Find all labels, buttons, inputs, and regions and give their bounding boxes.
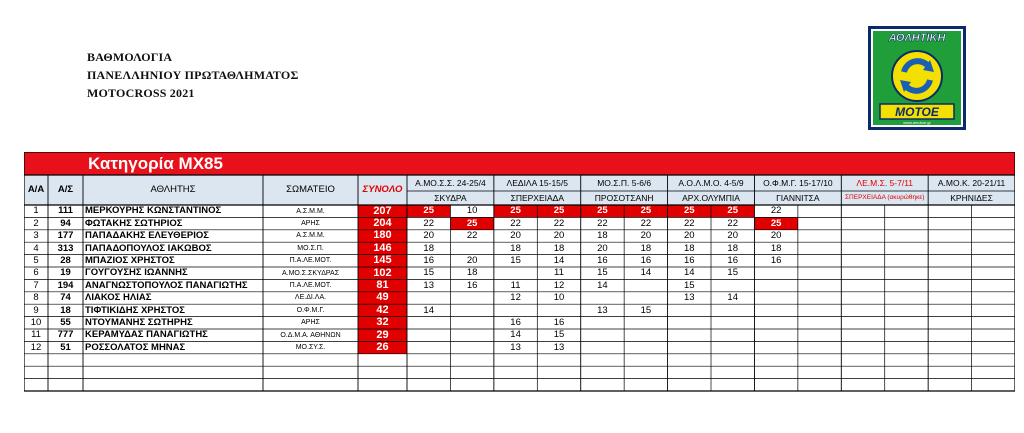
row-score: 18 bbox=[423, 242, 434, 254]
row-score: 20 bbox=[510, 230, 521, 242]
row-score bbox=[798, 329, 841, 341]
row-score: 25 bbox=[597, 205, 608, 217]
row-score bbox=[972, 304, 1015, 316]
row-club: Α.Σ.Μ.Μ. bbox=[296, 232, 325, 240]
row-score bbox=[754, 304, 797, 316]
row-number: 111 bbox=[58, 205, 73, 217]
row-score: 16 bbox=[553, 317, 565, 329]
row-athlete: ΤΙΦΤΙΚΙΔΗΣ ΧΡΗΣΤΟΣ bbox=[85, 304, 185, 316]
row-athlete: ΡΟΣΣΟΛΑΤΟΣ ΜΗΝΑΣ bbox=[85, 341, 186, 353]
row-score: 13 bbox=[553, 341, 565, 353]
row-score bbox=[450, 242, 493, 254]
row-score: 14 bbox=[640, 267, 652, 279]
row-score: 22 bbox=[466, 230, 478, 242]
row-score: 20 bbox=[727, 230, 738, 242]
row-score bbox=[928, 292, 971, 304]
header-line-1: ΒΑΘΜΟΛΟΓΙΑ bbox=[87, 50, 173, 64]
event-organizer-3: ΜΟ.Σ.Π. 5-6/6 bbox=[597, 177, 652, 188]
row-athlete: ΛΙΑΚΟΣ ΗΛΙΑΣ bbox=[85, 292, 152, 304]
row-rank: 12 bbox=[30, 341, 42, 353]
row-score bbox=[972, 230, 1015, 242]
row-score bbox=[928, 267, 971, 279]
row-score bbox=[885, 279, 928, 291]
row-score bbox=[798, 292, 841, 304]
row-total: 146 bbox=[373, 242, 392, 254]
row-club: Ο.Φ.Μ.Γ. bbox=[296, 306, 325, 314]
row-rank: 4 bbox=[33, 242, 39, 254]
row-score bbox=[885, 292, 928, 304]
row-score bbox=[841, 329, 884, 341]
row-score: 16 bbox=[640, 255, 652, 267]
row-score bbox=[711, 304, 754, 316]
document-header bbox=[87, 48, 299, 102]
category-title: Κατηγορία MX85 bbox=[88, 154, 223, 173]
row-rank: 2 bbox=[33, 217, 39, 229]
row-total: 32 bbox=[376, 316, 389, 329]
col-header-rank: Α/Α bbox=[27, 184, 45, 196]
row-score bbox=[711, 317, 754, 329]
row-score bbox=[754, 292, 797, 304]
row-score: 10 bbox=[466, 205, 478, 217]
row-score: 13 bbox=[510, 341, 521, 353]
row-score bbox=[928, 341, 971, 353]
row-club: ΛΕ.ΔΙ.ΛΑ. bbox=[294, 294, 327, 302]
row-score bbox=[928, 304, 971, 316]
row-score bbox=[711, 341, 754, 353]
row-score bbox=[624, 341, 667, 353]
row-score bbox=[928, 242, 971, 254]
row-score: 13 bbox=[684, 292, 695, 304]
row-number: 313 bbox=[57, 242, 74, 254]
row-score bbox=[581, 341, 624, 353]
row-number: 18 bbox=[60, 304, 71, 316]
row-score bbox=[407, 341, 450, 353]
row-score: 25 bbox=[640, 205, 652, 217]
row-score: 22 bbox=[770, 205, 782, 217]
row-score bbox=[885, 205, 928, 217]
row-rank: 10 bbox=[30, 317, 42, 329]
row-athlete: ΑΝΑΓΝΩΣΤΟΠΟΥΛΟΣ ΠΑΝΑΓΙΩΤΗΣ bbox=[85, 279, 248, 291]
row-score: 16 bbox=[684, 255, 695, 267]
col-header-total: ΣΥΝΟΛΟ bbox=[362, 184, 403, 196]
row-score: 15 bbox=[510, 255, 521, 267]
event-venue-5: ΓΙΑΝΝΙΤΣΑ bbox=[776, 192, 820, 203]
row-rank: 9 bbox=[33, 304, 39, 316]
row-score: 25 bbox=[510, 205, 521, 217]
row-score: 20 bbox=[423, 230, 434, 242]
row-score bbox=[711, 279, 754, 291]
row-score bbox=[885, 242, 928, 254]
row-score: 14 bbox=[597, 279, 608, 291]
row-total: 102 bbox=[373, 267, 392, 279]
row-score bbox=[885, 341, 928, 353]
row-score: 14 bbox=[684, 267, 695, 279]
event-venue-7: ΚΡΗΝΙΔΕΣ bbox=[950, 192, 993, 203]
row-score bbox=[798, 279, 841, 291]
row-score: 20 bbox=[640, 230, 652, 242]
row-total: 204 bbox=[373, 217, 392, 230]
row-club: Π.Α.ΛΕ.ΜΟΤ. bbox=[289, 257, 332, 265]
row-score bbox=[754, 279, 797, 291]
row-score bbox=[624, 329, 667, 341]
row-score: 15 bbox=[727, 267, 738, 279]
row-score: 20 bbox=[466, 255, 478, 267]
row-score: 14 bbox=[553, 255, 565, 267]
row-score: 22 bbox=[423, 217, 434, 229]
row-score: 20 bbox=[770, 230, 782, 242]
row-number: 777 bbox=[57, 329, 74, 341]
row-score bbox=[494, 267, 537, 279]
row-score bbox=[450, 317, 493, 329]
row-score: 20 bbox=[553, 230, 565, 242]
row-rank: 1 bbox=[33, 205, 39, 217]
row-score bbox=[841, 317, 884, 329]
row-score bbox=[668, 317, 711, 329]
row-number: 194 bbox=[57, 279, 74, 291]
row-score bbox=[928, 329, 971, 341]
row-score bbox=[928, 279, 971, 291]
row-score bbox=[841, 255, 884, 267]
row-score: 15 bbox=[684, 279, 695, 291]
row-score bbox=[581, 292, 624, 304]
row-score bbox=[928, 255, 971, 267]
row-score bbox=[885, 329, 928, 341]
logo-bottom-text: ΜΟΤΟΕ bbox=[895, 105, 939, 119]
row-score: 16 bbox=[423, 255, 434, 267]
row-score bbox=[841, 304, 884, 316]
logo-url: www.amotoe.gr bbox=[903, 120, 931, 125]
row-total: 81 bbox=[376, 279, 389, 292]
row-score bbox=[841, 205, 884, 217]
row-score bbox=[754, 317, 797, 329]
row-score bbox=[668, 329, 711, 341]
row-score: 13 bbox=[597, 304, 608, 316]
row-score: 13 bbox=[423, 279, 434, 291]
row-club: ΜΟ.Σ.Π. bbox=[297, 244, 324, 252]
row-number: 19 bbox=[60, 267, 71, 279]
event-venue-2: ΣΠΕΡΧΕΙΑΔΑ bbox=[510, 192, 565, 203]
row-total: 49 bbox=[376, 291, 389, 304]
row-total: 207 bbox=[373, 205, 392, 217]
row-score bbox=[798, 217, 841, 229]
row-score bbox=[928, 217, 971, 229]
row-total: 180 bbox=[373, 229, 392, 242]
row-club: Α.ΜΟ.Σ.ΣΚΥΔΡΑΣ bbox=[281, 269, 340, 277]
row-score: 15 bbox=[553, 329, 565, 341]
row-score: 12 bbox=[510, 292, 521, 304]
row-score bbox=[798, 341, 841, 353]
row-score bbox=[798, 242, 841, 254]
row-score: 10 bbox=[553, 292, 565, 304]
event-venue-3: ΠΡΟΣΟΤΣΑΝΗ bbox=[594, 192, 654, 203]
event-venue-1: ΣΚΥΔΡΑ bbox=[434, 192, 467, 203]
row-total: 29 bbox=[376, 329, 389, 341]
row-club: Α.Σ.Μ.Μ. bbox=[296, 207, 325, 215]
row-score: 18 bbox=[510, 242, 521, 254]
row-score bbox=[581, 317, 624, 329]
row-score bbox=[450, 292, 493, 304]
row-score: 18 bbox=[770, 242, 782, 254]
row-rank: 11 bbox=[31, 329, 41, 341]
event-organizer-1: Α.ΜΟ.Σ.Σ. 24-25/4 bbox=[415, 177, 486, 188]
row-score bbox=[972, 292, 1015, 304]
row-athlete: ΝΤΟΥΜΑΝΗΣ ΣΩΤΗΡΗΣ bbox=[85, 317, 193, 329]
row-score: 12 bbox=[553, 279, 565, 291]
row-club: ΑΡΗΣ bbox=[301, 319, 320, 327]
row-total: 42 bbox=[376, 304, 389, 316]
row-score bbox=[841, 279, 884, 291]
row-score bbox=[450, 329, 493, 341]
row-score bbox=[668, 304, 711, 316]
row-rank: 3 bbox=[33, 230, 39, 242]
row-score: 15 bbox=[423, 267, 434, 279]
row-score bbox=[754, 267, 797, 279]
row-athlete: ΜΕΡΚΟΥΡΗΣ ΚΩΝΣΤΑΝΤΙΝΟΣ bbox=[85, 205, 222, 217]
row-score: 11 bbox=[554, 267, 564, 279]
row-score bbox=[972, 329, 1015, 341]
row-rank: 8 bbox=[33, 292, 39, 304]
row-score bbox=[407, 317, 450, 329]
row-score bbox=[407, 292, 450, 304]
row-score: 22 bbox=[640, 217, 652, 229]
row-score bbox=[798, 205, 841, 217]
row-athlete: ΠΑΠΑΔΑΚΗΣ ΕΛΕΥΘΕΡΙΟΣ bbox=[85, 230, 209, 242]
row-score bbox=[972, 341, 1015, 353]
col-header-number: Α/Σ bbox=[57, 184, 74, 196]
row-score: 22 bbox=[727, 217, 738, 229]
row-score: 22 bbox=[510, 217, 521, 229]
row-score bbox=[841, 217, 884, 229]
row-score: 16 bbox=[510, 317, 521, 329]
row-score: 14 bbox=[510, 329, 521, 341]
row-score bbox=[885, 217, 928, 229]
row-score: 11 bbox=[510, 279, 521, 291]
row-athlete: ΚΕΡΑΜΥΔΑΣ ΠΑΝΑΓΙΩΤΗΣ bbox=[85, 329, 208, 341]
row-club: ΑΡΗΣ bbox=[301, 220, 320, 228]
row-score: 18 bbox=[553, 242, 565, 254]
row-score: 25 bbox=[423, 205, 434, 217]
event-venue-4: ΑΡΧ.ΟΛΥΜΠΙΑ bbox=[682, 192, 740, 203]
row-number: 74 bbox=[60, 292, 71, 304]
event-venue-6: ΣΠΕΡΧΕΙΑΔΑ (ακυρώθηκε) bbox=[845, 193, 925, 201]
row-score bbox=[537, 304, 580, 316]
row-score: 25 bbox=[553, 205, 565, 217]
row-score: 18 bbox=[640, 242, 652, 254]
row-score bbox=[972, 205, 1015, 217]
row-rank: 7 bbox=[33, 279, 39, 291]
row-score: 18 bbox=[727, 242, 738, 254]
row-score: 18 bbox=[597, 230, 608, 242]
row-score bbox=[407, 329, 450, 341]
row-score bbox=[885, 267, 928, 279]
row-number: 94 bbox=[60, 217, 71, 229]
row-score bbox=[450, 341, 493, 353]
row-score: 16 bbox=[597, 255, 608, 267]
row-score bbox=[972, 217, 1015, 229]
col-header-athlete: ΑΘΛΗΤΗΣ bbox=[150, 184, 196, 196]
row-score: 22 bbox=[597, 217, 608, 229]
row-club: ΜΟ.ΣΥ.Σ. bbox=[295, 344, 326, 352]
row-score bbox=[885, 304, 928, 316]
row-score: 16 bbox=[466, 279, 478, 291]
row-score: 20 bbox=[597, 242, 608, 254]
row-score: 14 bbox=[727, 292, 738, 304]
row-score bbox=[798, 304, 841, 316]
row-rank: 5 bbox=[33, 255, 39, 267]
row-score: 18 bbox=[466, 267, 478, 279]
row-score: 25 bbox=[727, 205, 738, 217]
event-organizer-4: Α.Ο.Λ.Μ.Ο. 4-5/9 bbox=[678, 177, 744, 188]
row-rank: 6 bbox=[33, 267, 39, 279]
row-score bbox=[450, 304, 493, 316]
row-score bbox=[841, 267, 884, 279]
event-organizer-2: ΛΕΔΙΛΑ 15-15/5 bbox=[506, 177, 569, 188]
row-score bbox=[494, 304, 537, 316]
row-score: 22 bbox=[553, 217, 565, 229]
row-score bbox=[972, 255, 1015, 267]
row-score bbox=[711, 329, 754, 341]
col-header-club: ΣΩΜΑΤΕΙΟ bbox=[286, 184, 335, 196]
row-score bbox=[624, 317, 667, 329]
row-total: 26 bbox=[376, 341, 389, 354]
row-score: 15 bbox=[597, 267, 608, 279]
row-score bbox=[928, 317, 971, 329]
row-score bbox=[624, 292, 667, 304]
row-score bbox=[624, 279, 667, 291]
row-athlete: ΜΠΑΖΙΟΣ ΧΡΗΣΤΟΣ bbox=[85, 255, 175, 267]
row-score bbox=[841, 341, 884, 353]
row-score: 18 bbox=[684, 242, 695, 254]
row-score bbox=[885, 230, 928, 242]
row-total: 145 bbox=[373, 254, 392, 267]
row-number: 28 bbox=[60, 255, 71, 267]
row-score: 20 bbox=[684, 230, 695, 242]
row-score bbox=[798, 230, 841, 242]
row-number: 51 bbox=[60, 341, 71, 353]
standings-table bbox=[24, 152, 1015, 397]
row-score: 25 bbox=[770, 217, 782, 229]
row-score: 25 bbox=[466, 217, 478, 229]
row-athlete: ΓΟΥΓΟΥΣΗΣ ΙΩΑΝΝΗΣ bbox=[85, 267, 188, 279]
row-athlete: ΦΩΤΑΚΗΣ ΣΩΤΗΡΙΟΣ bbox=[85, 217, 183, 229]
event-organizer-7: Α.ΜΟ.Κ. 20-21/11 bbox=[937, 177, 1006, 188]
row-club: Π.Α.ΛΕ.ΜΟΤ. bbox=[289, 282, 332, 290]
logo-top-text: ΑΘΛΗΤΙΚΗ bbox=[888, 32, 946, 44]
row-score bbox=[972, 317, 1015, 329]
row-score bbox=[972, 267, 1015, 279]
row-score: 15 bbox=[640, 304, 652, 316]
row-score bbox=[798, 317, 841, 329]
row-score bbox=[798, 267, 841, 279]
row-score bbox=[668, 341, 711, 353]
row-score bbox=[754, 341, 797, 353]
row-score bbox=[885, 317, 928, 329]
row-club: Ο.Δ.Μ.Α. ΑΘΗΝΩΝ bbox=[280, 331, 341, 339]
event-organizer-5: Ο.Φ.Μ.Γ. 15-17/10 bbox=[763, 177, 833, 188]
row-score bbox=[798, 255, 841, 267]
header-line-2: ΠΑΝΕΛΛΗΝΙΟΥ ΠΡΩΤΑΘΛΗΜΑΤΟΣ bbox=[87, 68, 299, 82]
row-number: 177 bbox=[57, 230, 74, 242]
row-score bbox=[972, 279, 1015, 291]
row-score bbox=[928, 205, 971, 217]
row-athlete: ΠΑΠΑΔΟΠΟΥΛΟΣ ΙΑΚΩΒΟΣ bbox=[85, 242, 212, 254]
row-score bbox=[754, 329, 797, 341]
row-number: 55 bbox=[60, 317, 71, 329]
row-score: 14 bbox=[423, 304, 434, 316]
row-score: 22 bbox=[684, 217, 695, 229]
row-score bbox=[581, 329, 624, 341]
header-line-3: MOTOCROSS 2021 bbox=[87, 86, 195, 100]
row-score: 25 bbox=[684, 205, 695, 217]
event-organizer-6: ΛΕ.Μ.Σ. 5-7/11 bbox=[856, 177, 914, 188]
row-score bbox=[841, 230, 884, 242]
row-score bbox=[928, 230, 971, 242]
row-score bbox=[841, 242, 884, 254]
row-score bbox=[841, 292, 884, 304]
row-score bbox=[972, 242, 1015, 254]
row-score bbox=[885, 255, 928, 267]
row-score: 16 bbox=[770, 255, 782, 267]
federation-logo bbox=[868, 26, 966, 130]
row-score: 16 bbox=[727, 255, 738, 267]
